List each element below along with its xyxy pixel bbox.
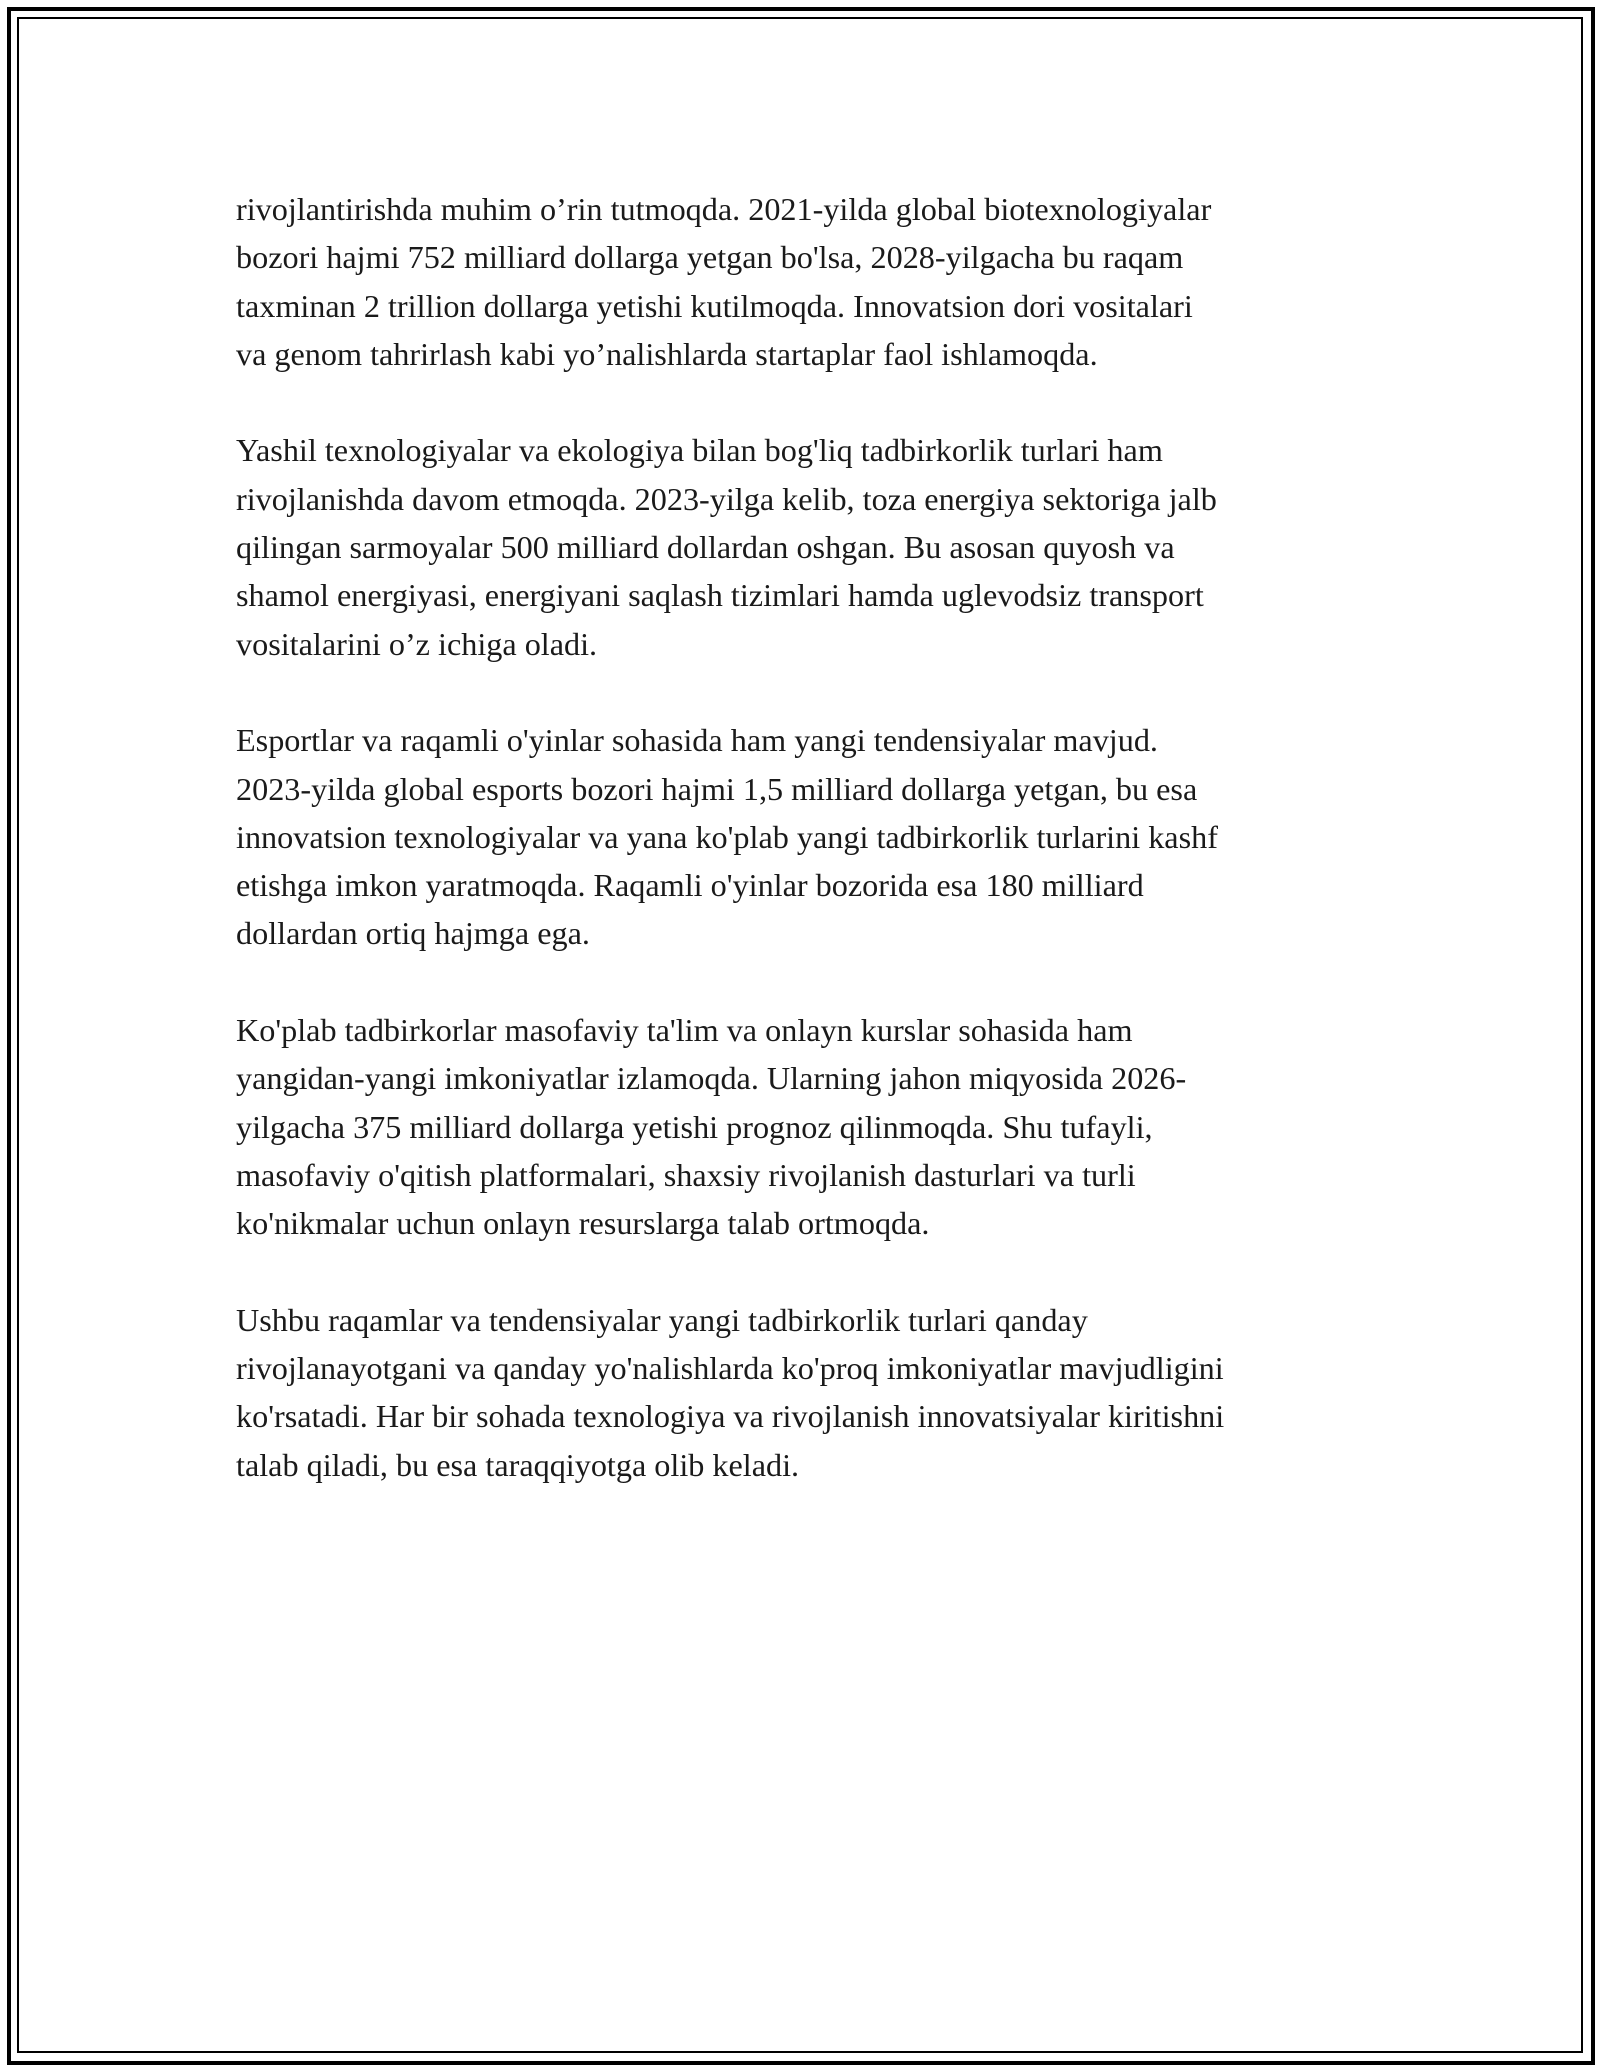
paragraph-biotech: rivojlantirishda muhim o’rin tutmoqda. 2021-yilda global biotexnologiyalar bozori hajmi 752 milliard dollarga yetgan bo'lsa, 2028-yilgacha bu raqam taxminan 2 trillion dollarga yetishi kutilmoqda. Innovatsion dori vositalari va genom tahrirlash kabi yo’nalishlarda startaplar faol ishlamoqda. [236, 191, 1212, 372]
document-body [236, 185, 1376, 1537]
paragraph-esports: Esportlar va raqamli o'yinlar sohasida ham yangi tendensiyalar mavjud. 2023-yilda global esports bozori hajmi 1,5 milliard dollarga yetgan, bu esa innovatsion texnologiyalar va yana ko'plab yangi tadbirkorlik turlarini kashf etishga imkon yaratmoqda. Raqamli o'yinlar bozorida esa 180 milliard dollardan ortiq hajmga ega. [236, 722, 1218, 952]
paragraph-online-education: Ko'plab tadbirkorlar masofaviy ta'lim va onlayn kurslar sohasida ham yangidan-yangi imkoniyatlar izlamoqda. Ularning jahon miqyosida 2026- yilgacha 375 milliard dollarga yetishi prognoz qilinmoqda. Shu tufayli, masofaviy o'qitish platformalari, shaxsiy rivojlanish dasturlari va turli ko'nikmalar uchun onlayn resurslarga talab ortmoqda. [236, 1012, 1187, 1242]
paragraph-green-tech: Yashil texnologiyalar va ekologiya bilan bog'liq tadbirkorlik turlari ham rivojlanishda davom etmoqda. 2023-yilga kelib, toza energiya sektoriga jalb qilingan sarmoyalar 500 milliard dollardan oshgan. Bu asosan quyosh va shamol energiyasi, energiyani saqlash tizimlari hamda uglevodsiz transport vositalarini o’z ichiga oladi. [236, 432, 1217, 662]
paragraph-conclusion: Ushbu raqamlar va tendensiyalar yangi tadbirkorlik turlari qanday rivojlanayotgani va qanday yo'nalishlarda ko'proq imkoniyatlar mavjudligini ko'rsatadi. Har bir sohada texnologiya va rivojlanish innovatsiyalar kiritishni talab qiladi, bu esa taraqqiyotga olib keladi. [236, 1301, 1225, 1483]
